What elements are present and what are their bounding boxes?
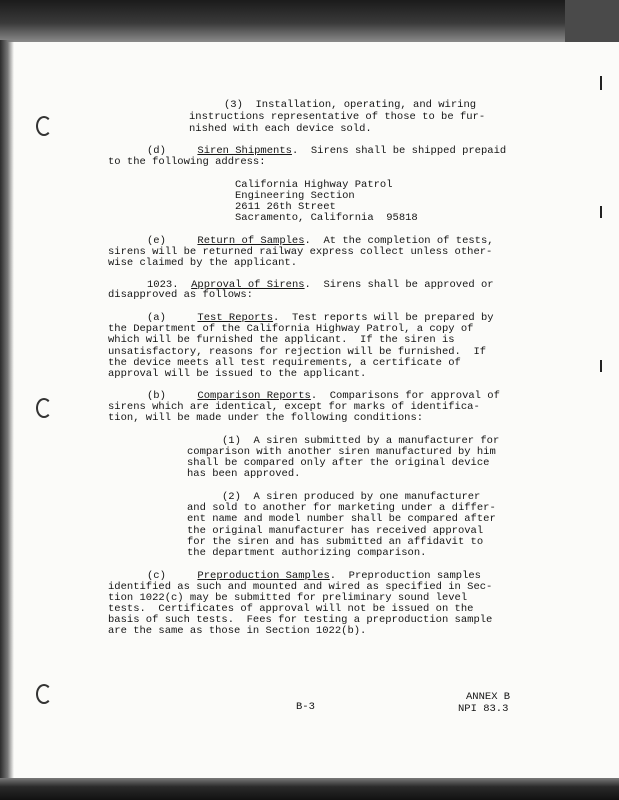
item-d-label: (d) (147, 145, 166, 157)
section-heading: Approval of Sirens (191, 279, 305, 291)
item-a-line: the device meets all test requirements, a certificate of (108, 357, 461, 369)
item-c-label: (c) (147, 570, 166, 582)
annex-label: ANNEX B (466, 691, 511, 703)
item-e-line: wise claimed by the applicant. (108, 257, 298, 269)
address-line: Sacramento, California 95818 (235, 212, 418, 224)
item-b-line: sirens which are identical, except for marks of identifica- (108, 401, 480, 413)
section-number: 1023. (147, 279, 179, 291)
item-b-text: . Comparisons for approval of (310, 390, 500, 402)
item-b2-line: for the siren and has submitted an affidavit to (187, 536, 484, 548)
item-c-line: are the same as those in Section 1022(b). (108, 625, 367, 637)
item-a-label: (a) (147, 312, 166, 324)
item-e-label: (e) (147, 235, 166, 247)
address-line: California Highway Patrol (235, 179, 393, 191)
item-3-line: instructions representative of those to be fur- (189, 111, 486, 123)
item-c-text: . Preproduction samples (329, 570, 481, 582)
item-3-line: nished with each device sold. (189, 123, 372, 135)
item-c-line: basis of such tests. Fees for testing a preproduction sample (108, 614, 493, 626)
scan-left-border (0, 40, 14, 780)
margin-mark (600, 360, 602, 372)
item-3-line: (3) Installation, operating, and wiring (224, 99, 477, 111)
item-b1-line: has been approved. (187, 468, 301, 480)
item-d-heading: Siren Shipments (197, 145, 292, 157)
item-a-text: . Test reports will be prepared by (273, 312, 494, 324)
item-b1-line: comparison with another siren manufactured by him (187, 446, 496, 458)
margin-mark (600, 76, 602, 90)
item-a-line: unsatisfactory, reasons for rejection will be furnished. If (108, 346, 487, 358)
item-b-label: (b) (147, 390, 166, 402)
item-d-line: to the following address: (108, 156, 266, 168)
item-b2-line: the department authorizing comparison. (187, 547, 427, 559)
page-number: B-3 (296, 701, 315, 713)
item-e-text: . At the completion of tests, (304, 235, 494, 247)
section-text: . Sirens shall be approved or (304, 279, 494, 291)
item-c-line: tion 1022(c) may be submitted for preliminary sound level (108, 592, 468, 604)
binder-hole-icon (36, 116, 52, 136)
item-e-heading: Return of Samples (197, 235, 305, 247)
item-b2-line: the original manufacturer has received approval (187, 525, 484, 537)
binder-hole-icon (36, 684, 52, 704)
item-c-line: identified as such and mounted and wired as specified in Sec- (108, 581, 493, 593)
item-c-line: tests. Certificates of approval will not be issued on the (108, 603, 474, 615)
item-b2-line: and sold to another for marketing under a differ- (187, 502, 496, 514)
item-e-line: sirens will be returned railway express collect unless other- (108, 246, 493, 258)
scan-bottom-border (0, 778, 619, 800)
binder-hole-icon (36, 398, 52, 418)
item-a-line: which will be furnished the applicant. If the siren is (108, 334, 455, 346)
address-line: 2611 26th Street (235, 201, 336, 213)
margin-mark (600, 206, 602, 218)
item-d-text: . Sirens shall be shipped prepaid (291, 145, 507, 157)
item-a-heading: Test Reports (197, 312, 274, 324)
item-b1-line: shall be compared only after the original device (187, 457, 490, 469)
item-a-line: approval will be issued to the applicant. (108, 368, 367, 380)
item-b-line: tion, will be made under the following conditions: (108, 412, 424, 424)
section-1023-line: disapproved as follows: (108, 289, 253, 301)
address-line: Engineering Section (235, 190, 355, 202)
scan-top-border (0, 0, 619, 42)
item-a-line: the Department of the California Highway Patrol, a copy of (108, 323, 474, 335)
item-b-heading: Comparison Reports (197, 390, 311, 402)
reference-number: NPI 83.3 (458, 703, 509, 715)
item-b2-line: ent name and model number shall be compared after (187, 513, 496, 525)
item-c-heading: Preproduction Samples (197, 570, 330, 582)
item-b1-line: (1) A siren submitted by a manufacturer for (222, 435, 500, 447)
item-b2-line: (2) A siren produced by one manufacturer (222, 491, 481, 503)
